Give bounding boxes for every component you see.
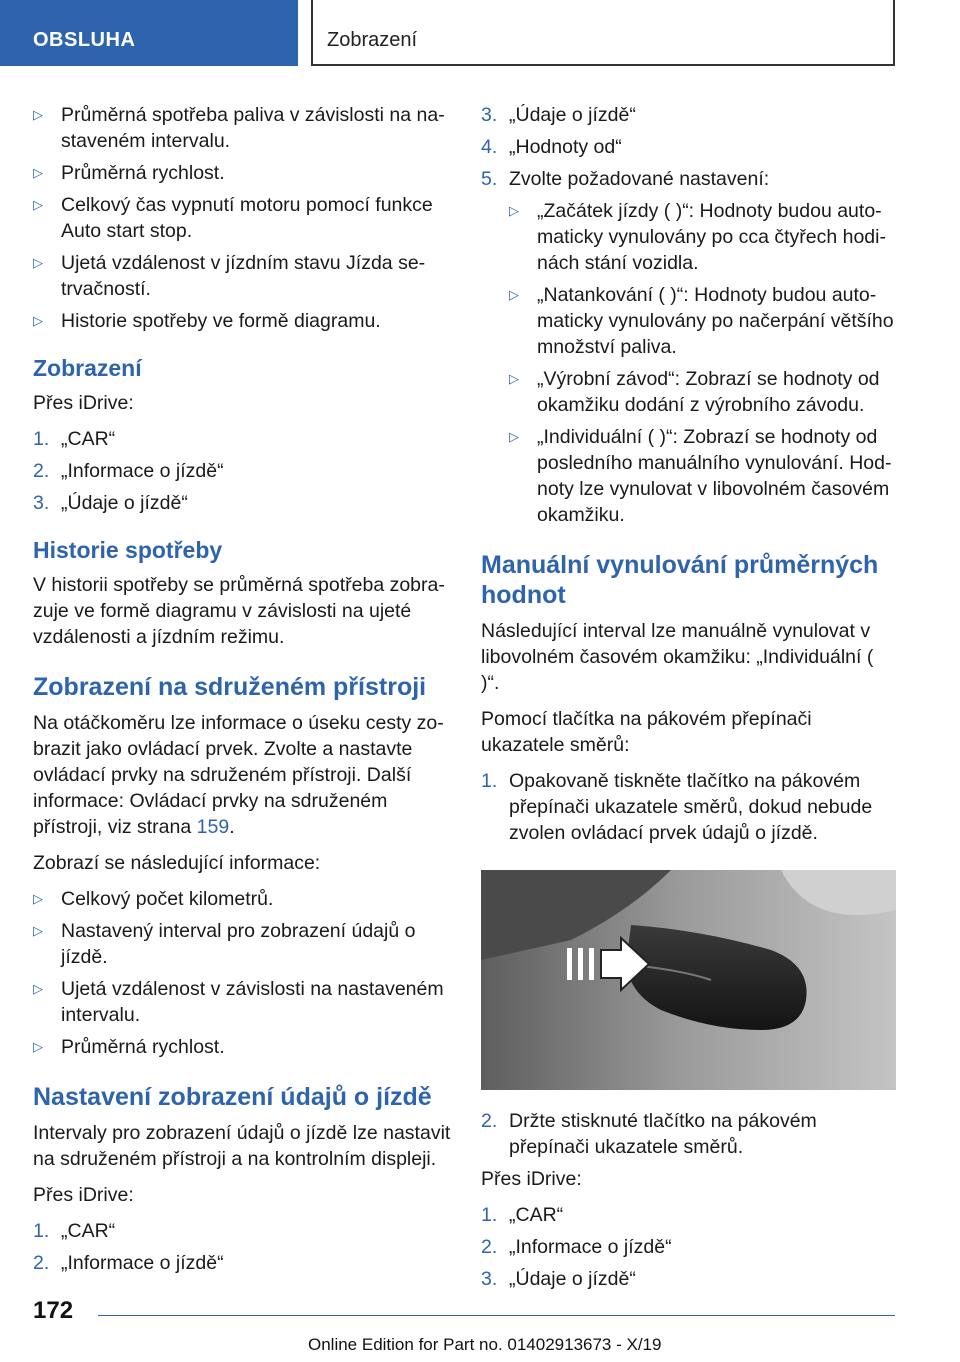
triangle-bullet-icon: ▷ (33, 313, 43, 328)
section-label: OBSLUHA (0, 0, 298, 66)
left-column (33, 102, 451, 1282)
triangle-bullet-icon: ▷ (33, 165, 43, 180)
step-item: 3. „Údaje o jízdě“ (33, 492, 188, 514)
step-item: 3. „Údaje o jízdě“ (481, 1268, 636, 1290)
lever-illustration (481, 870, 896, 1090)
step-item: 1. Opakovaně tiskněte tlačítko na pákovém přepínači ukazatele směrů, dokud nebude zvolen ovládací prvek údajů o jízdě. (481, 770, 873, 844)
list-item: ▷ Průměrná rychlost. (33, 162, 225, 184)
step-item: 1. „CAR“ (33, 428, 116, 450)
paragraph: Zobrazí se následující informace: (33, 852, 321, 874)
triangle-bullet-icon: ▷ (33, 1039, 43, 1054)
triangle-bullet-icon: ▷ (33, 197, 43, 212)
edition-text: Online Edition for Part no. 01402913673 - X/19 (308, 1335, 662, 1354)
step-item: 5. Zvolte požadované nastavení: (481, 168, 770, 190)
triangle-bullet-icon: ▷ (509, 429, 519, 444)
step-item: 2. „Informace o jízdě“ (33, 1252, 224, 1274)
page-link[interactable]: 159 (196, 816, 230, 838)
paragraph: Přes iDrive: (481, 1168, 582, 1190)
step-item: 1. „CAR“ (33, 1220, 116, 1242)
triangle-bullet-icon: ▷ (33, 255, 43, 270)
heading-nastaveni: Nastavení zobrazení údajů o jízdě (33, 1083, 432, 1111)
turn-signal-lever-photo (481, 870, 896, 1090)
paragraph: Přes iDrive: (33, 1184, 134, 1206)
list-item: ▷ Průměrná rychlost. (33, 1036, 225, 1058)
paragraph: Následující interval lze manuálně vynulovat v libovolném časovém okamžiku: „Individuální ( )“. (481, 620, 874, 694)
triangle-bullet-icon: ▷ (33, 107, 43, 122)
right-column (481, 102, 896, 1298)
chapter-title: Zobrazení (311, 0, 895, 66)
option-item: ▷ „Výrobní závod“: Zobrazí se hodnoty od okamžiku dodání z výrobního závodu. (509, 368, 880, 416)
paragraph: Pomocí tlačítka na pákovém přepínači ukazatele směrů: (481, 708, 812, 756)
triangle-bullet-icon: ▷ (509, 203, 519, 218)
heading-zobrazeni: Zobrazení (33, 355, 142, 381)
option-item: ▷ „Individuální ( )“: Zobrazí se hodnoty od posledního manuálního vynulování. Hodnoty lze vynulovat v libovolném časovém okamžiku. (509, 426, 892, 526)
step-item: 2. Držte stisknuté tlačítko na pákovém přepínači ukazatele směrů. (481, 1110, 817, 1158)
step-item: 2. „Informace o jízdě“ (33, 460, 224, 482)
footer-divider (98, 1315, 895, 1316)
heading-sdruzeny-pristroj: Zobrazení na sdruženém přístroji (33, 673, 427, 701)
triangle-bullet-icon: ▷ (509, 287, 519, 302)
list-item: ▷ Historie spotřeby ve formě diagramu. (33, 310, 381, 332)
list-item: ▷ Celkový čas vypnutí motoru pomocí funkce Auto start stop. (33, 194, 433, 242)
step-item: 2. „Informace o jízdě“ (481, 1236, 672, 1258)
paragraph: Intervaly pro zobrazení údajů o jízdě lze nastavit na sdruženém přístroji a na kontrolním displeji. (33, 1122, 451, 1170)
paragraph: V historii spotřeby se průměrná spotřeba zobrazuje ve formě diagramu v závislosti na ujeté vzdálenosti a jízdním režimu. (33, 574, 445, 648)
paragraph: Na otáčkoměru lze informace o úseku cesty zobrazit jako ovládací prvek. Zvolte a nastavte ovládací prvky na sdruženém přístroji. Další informace: Ovládací prvky na sdruženém přístroji, viz strana 159. (33, 712, 444, 838)
heading-manualni-vynulovani: Manuální vynulování průměrných hodnot (481, 551, 879, 609)
heading-historie: Historie spotřeby (33, 537, 223, 563)
list-item: ▷ Průměrná spotřeba paliva v závislosti na nastaveném intervalu. (33, 104, 445, 152)
triangle-bullet-icon: ▷ (33, 891, 43, 906)
list-item: ▷ Ujetá vzdálenost v jízdním stavu Jízda setrvačností. (33, 252, 426, 300)
page-footer (0, 1290, 960, 1362)
list-item: ▷ Ujetá vzdálenost v závislosti na nastaveném intervalu. (33, 978, 444, 1026)
list-item: ▷ Celkový počet kilometrů. (33, 888, 274, 910)
option-item: ▷ „Natankování ( )“: Hodnoty budou automaticky vynulovány po načerpání většího množství paliva. (509, 284, 894, 358)
triangle-bullet-icon: ▷ (509, 371, 519, 386)
step-item: 3. „Údaje o jízdě“ (481, 104, 636, 126)
triangle-bullet-icon: ▷ (33, 981, 43, 996)
option-item: ▷ „Začátek jízdy ( )“: Hodnoty budou automaticky vynulovány po cca čtyřech hodinách stání vozidla. (509, 200, 886, 274)
page-header (0, 0, 960, 66)
list-item: ▷ Nastavený interval pro zobrazení údajů o jízdě. (33, 920, 416, 968)
step-item: 4. „Hodnoty od“ (481, 136, 622, 158)
paragraph: Přes iDrive: (33, 392, 134, 414)
triangle-bullet-icon: ▷ (33, 923, 43, 938)
page-number: 172 (33, 1297, 74, 1324)
step-item: 1. „CAR“ (481, 1204, 564, 1226)
